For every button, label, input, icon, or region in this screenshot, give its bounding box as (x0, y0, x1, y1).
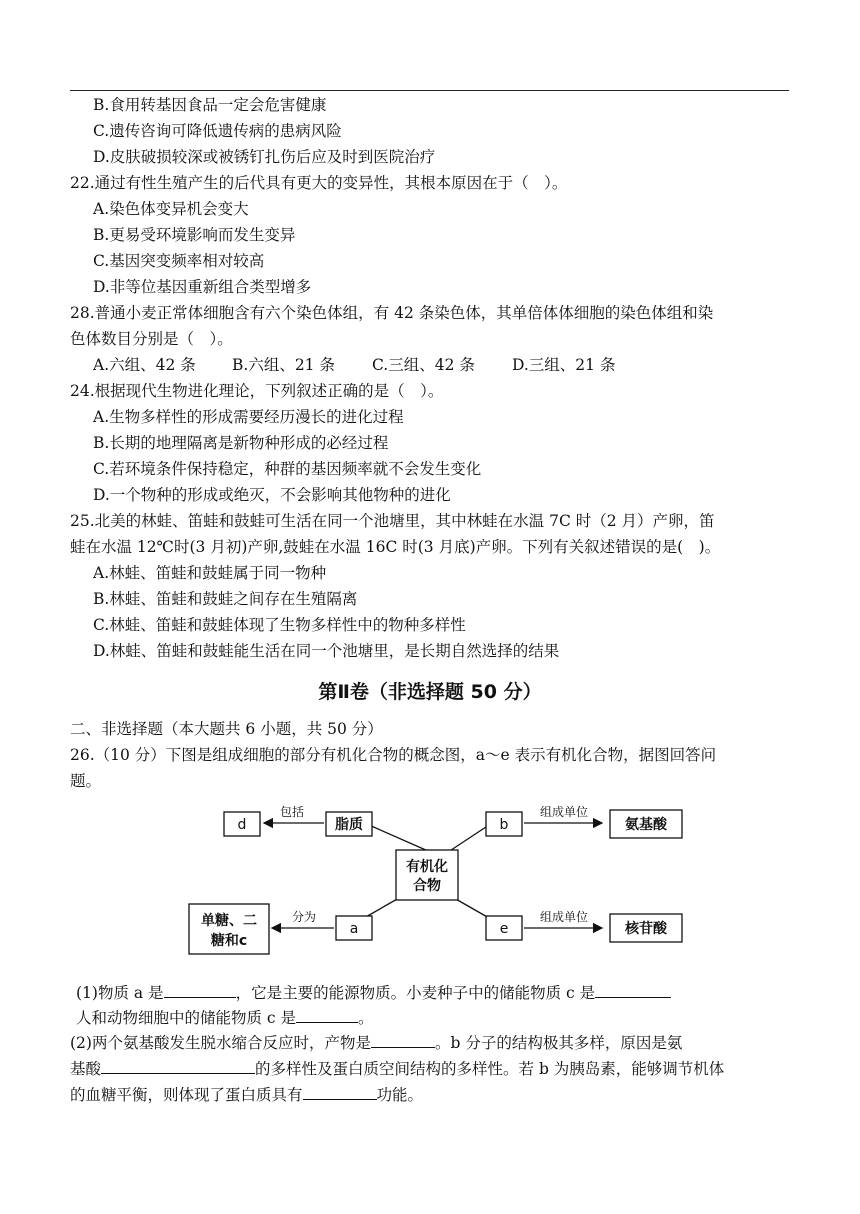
q25-stem-line2: 蛙在水温 12℃时(3 月初)产卵,鼓蛙在水温 16C 时(3 月底)产卵。下列有关叙述错误的是( )。 (70, 538, 721, 556)
q26-stem-line2: 题。 (70, 772, 102, 790)
q25-option-b: B.林蛙、笛蛙和鼓蛙之间存在生殖隔离 (93, 590, 358, 608)
q26-p1-text-a: (1)物质 a 是 (76, 984, 164, 1002)
q21-option-b: B.食用转基因食品一定会危害健康 (93, 96, 327, 114)
answer-blank-c-animal[interactable] (296, 1006, 358, 1023)
q26-p2-text-f: 功能。 (376, 1086, 424, 1104)
q25-option-d: D.林蛙、笛蛙和鼓蛙能生活在同一个池塘里，是长期自然选择的结果 (93, 642, 560, 660)
answer-blank-amino-diversity[interactable] (101, 1057, 255, 1074)
q23-stem-line2: 色体数目分别是（ ）。 (70, 330, 233, 348)
label-a: a (349, 921, 359, 937)
q26-part1-line2 (76, 1006, 374, 1028)
q23-option-a: A.六组、42 条 (93, 356, 196, 374)
q26-part1-line1 (76, 981, 671, 1003)
q26-p1-text-b: ，它是主要的能源物质。小麦种子中的储能物质 c 是 (235, 984, 596, 1002)
q23-stem-line1: 28.普通小麦正常体细胞含有六个染色体组，有 42 条染色体，其单倍体体细胞的染色体组和染 (70, 304, 714, 322)
label-amino: 氨基酸 (625, 817, 667, 833)
q21-option-d: D.皮肤破损较深或被锈钉扎伤后应及时到医院治疗 (93, 148, 436, 166)
q26-p2-text-a: (2)两个氨基酸发生脱水缩合反应时，产物是 (70, 1034, 371, 1052)
label-zucheng-1: 组成单位 (539, 805, 589, 819)
q21-option-c: C.遗传咨询可降低遗传病的患病风险 (93, 122, 342, 140)
q25-option-c: C.林蛙、笛蛙和鼓蛙体现了生物多样性中的物种多样性 (93, 616, 466, 634)
label-center-2: 合物 (413, 878, 441, 894)
q26-p1-text-d: 。 (358, 1009, 374, 1027)
q26-part2-line1 (70, 1031, 682, 1053)
label-e: e (499, 921, 509, 937)
q26-stem-line1: 26.（10 分）下图是组成细胞的部分有机化合物的概念图，a～e 表示有机化合物，据图回答问 (70, 746, 717, 764)
label-baokuo: 包括 (279, 805, 305, 819)
q23-option-d: D.三组、21 条 (512, 356, 616, 374)
section-2-subtitle: 二、非选择题（本大题共 6 小题，共 50 分） (70, 720, 383, 738)
q23-option-b: B.六组、21 条 (232, 356, 335, 374)
connector-a (364, 898, 399, 918)
q26-part2-line2 (70, 1057, 724, 1079)
label-zucheng-2: 组成单位 (539, 910, 589, 924)
q24-option-d: D.一个物种的形成或绝灭，不会影响其他物种的进化 (93, 486, 451, 504)
label-b: b (499, 817, 509, 833)
label-d: d (237, 817, 247, 833)
section-2-title: 第Ⅱ卷（非选择题 50 分） (318, 681, 542, 703)
q24-option-c: C.若环境条件保持稳定，种群的基因频率就不会发生变化 (93, 460, 482, 478)
answer-blank-function[interactable] (303, 1083, 377, 1100)
q22-option-a: A.染色体变异机会变大 (93, 200, 249, 218)
q23-option-c: C.三组、42 条 (372, 356, 475, 374)
q22-stem: 22.通过有性生殖产生的后代具有更大的变异性，其根本原因在于（ ）。 (70, 174, 568, 192)
answer-blank-c-wheat[interactable] (595, 981, 671, 998)
q26-p2-text-e: 的血糖平衡，则体现了蛋白质具有 (70, 1086, 303, 1104)
q22-option-d: D.非等位基因重新组合类型增多 (93, 278, 312, 296)
q26-p2-text-c: 基酸 (70, 1060, 102, 1078)
concept-diagram (184, 800, 694, 960)
q22-option-c: C.基因突变频率相对较高 (93, 252, 265, 270)
answer-blank-product[interactable] (371, 1031, 435, 1048)
header-rule (70, 90, 789, 91)
connector-e (454, 898, 489, 918)
label-sugar-2: 糖和c (210, 933, 248, 949)
label-fenwei: 分为 (291, 910, 317, 924)
q26-p2-text-d: 的多样性及蛋白质空间结构的多样性。若 b 为胰岛素，能够调节机体 (255, 1060, 725, 1078)
label-nucleotide: 核苷酸 (625, 921, 667, 937)
q25-stem-line1: 25.北美的林蛙、笛蛙和鼓蛙可生活在同一个池塘里，其中林蛙在水温 7C 时（2 月）产卵，笛 (70, 512, 715, 530)
q26-part2-line3 (70, 1083, 423, 1105)
q26-p2-text-b: 。b 分子的结构极其多样，原因是氨 (434, 1034, 683, 1052)
q24-stem: 24.根据现代生物进化理论，下列叙述正确的是（ ）。 (70, 382, 444, 400)
label-center-1: 有机化 (406, 859, 448, 875)
q26-p1-text-c: 人和动物细胞中的储能物质 c 是 (76, 1009, 297, 1027)
label-sugar-1: 单糖、二 (201, 913, 257, 929)
q25-option-a: A.林蛙、笛蛙和鼓蛙属于同一物种 (93, 564, 327, 582)
q24-option-b: B.长期的地理隔离是新物种形成的必经过程 (93, 434, 389, 452)
label-lipid: 脂质 (335, 817, 363, 833)
q24-option-a: A.生物多样性的形成需要经历漫长的进化过程 (93, 408, 404, 426)
answer-blank-a[interactable] (164, 981, 236, 998)
q22-option-b: B.更易受环境影响而发生变异 (93, 226, 296, 244)
